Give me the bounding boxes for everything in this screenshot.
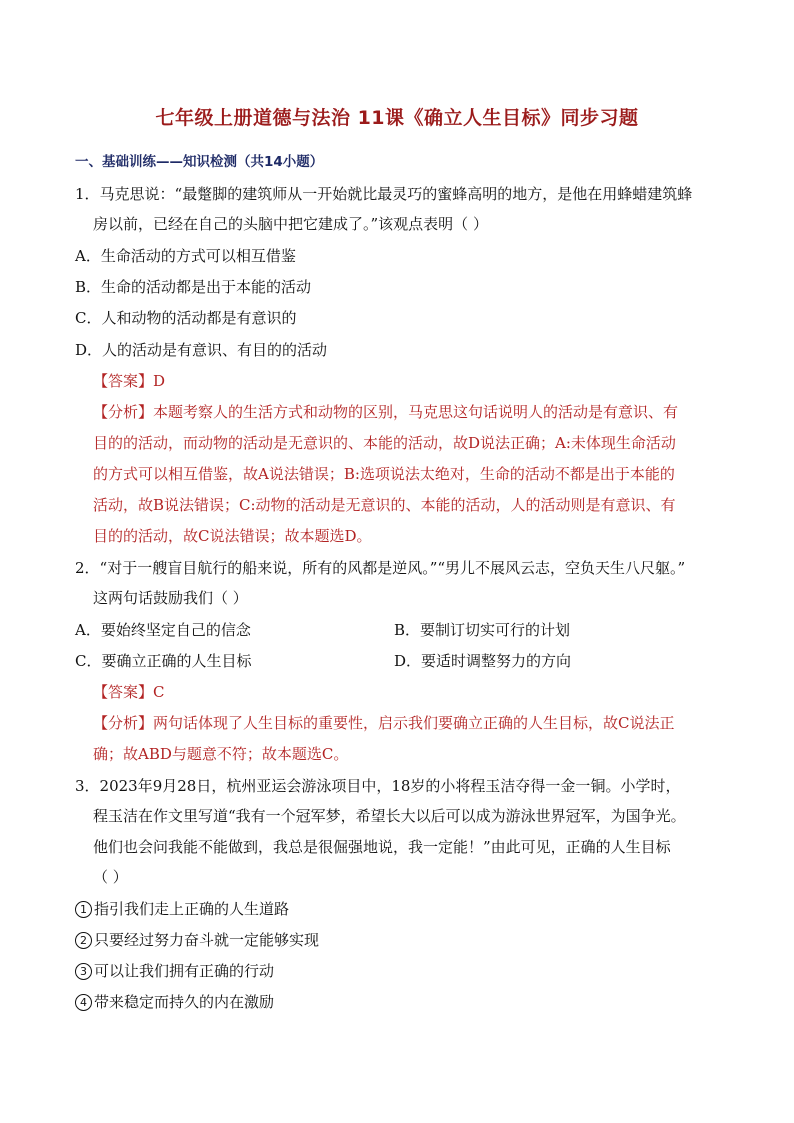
q3-statement-1-text: 指引我们走上正确的人生道路 (94, 900, 290, 918)
q2-stem-line-1: 2．“对于一艘盲目航行的船来说，所有的风都是逆风。”“男儿不展风云志，空负天生八尺躯。” (75, 559, 686, 577)
circled-number-1: 1 (75, 901, 92, 918)
q1-stem-line-2: 房以前，已经在自己的头脑中把它建成了。”该观点表明（ ） (93, 215, 488, 233)
q1-analysis-line-3: 的方式可以相互借鉴，故A说法错误；B:选项说法太绝对，生命的活动不都是出于本能的 (93, 465, 675, 483)
q2-answer: 【答案】C (93, 683, 165, 701)
q3-statement-4 (75, 992, 274, 1012)
q2-stem-line-2: 这两句话鼓励我们（ ） (93, 589, 248, 607)
q1-answer: 【答案】D (93, 372, 166, 390)
q3-stem-line-4: （ ） (93, 868, 128, 886)
page-title: 七年级上册道德与法治 11课《确立人生目标》同步习题 (155, 107, 639, 129)
q3-statement-4-text: 带来稳定而持久的内在激励 (94, 993, 275, 1011)
q3-stem-line-3: 他们也会问我能不能做到，我总是很倔强地说，我一定能！”由此可见，正确的人生目标 (93, 838, 671, 856)
q2-analysis-line-1: 【分析】两句话体现了人生目标的重要性，启示我们要确立正确的人生目标，故C说法正 (93, 714, 675, 732)
q1-option-d: D．人的活动是有意识、有目的的活动 (75, 341, 328, 359)
q3-statement-3 (75, 961, 274, 981)
q3-stem-line-1: 3．2023年9月28日，杭州亚运会游泳项目中，18岁的小将程玉洁夺得一金一铜。小学时， (75, 777, 681, 795)
q2-option-a: A．要始终坚定自己的信念 (75, 621, 251, 639)
q1-option-c: C．人和动物的活动都是有意识的 (75, 309, 297, 327)
q2-option-d: D．要适时调整努力的方向 (394, 652, 572, 670)
q1-stem-line-1: 1．马克思说：“最蹩脚的建筑师从一开始就比最灵巧的蜜蜂高明的地方，是他在用蜂蜡建筑蜂 (75, 185, 693, 203)
q1-option-b: B．生命的活动都是出于本能的活动 (75, 278, 312, 296)
q1-option-a: A．生命活动的方式可以相互借鉴 (75, 247, 296, 265)
q3-statement-2-text: 只要经过努力奋斗就一定能够实现 (94, 931, 320, 949)
q3-statement-3-text: 可以让我们拥有正确的行动 (94, 962, 275, 980)
section-heading: 一、基础训练——知识检测（共14小题） (75, 154, 324, 170)
q3-statement-2 (75, 930, 319, 950)
q2-option-b: B．要制订切实可行的计划 (394, 621, 571, 639)
q1-analysis-line-2: 目的的活动，而动物的活动是无意识的、本能的活动，故D说法正确；A:未体现生命活动 (93, 434, 676, 452)
q1-analysis-line-4: 活动，故B说法错误；C:动物的活动是无意识的、本能的活动，人的活动则是有意识、有 (93, 496, 676, 514)
circled-number-3: 3 (75, 963, 92, 980)
circled-number-2: 2 (75, 932, 92, 949)
q1-analysis-line-1: 【分析】本题考察人的生活方式和动物的区别，马克思这句话说明人的活动是有意识、有 (93, 403, 679, 421)
q3-stem-line-2: 程玉洁在作文里写道“我有一个冠军梦，希望长大以后可以成为游泳世界冠军，为国争光。 (93, 807, 686, 825)
q3-statement-1 (75, 899, 289, 919)
q2-option-c: C．要确立正确的人生目标 (75, 652, 252, 670)
q2-analysis-line-2: 确；故ABD与题意不符；故本题选C。 (93, 745, 349, 763)
circled-number-4: 4 (75, 994, 92, 1011)
q1-analysis-line-5: 目的的活动，故C说法错误；故本题选D。 (93, 527, 372, 545)
